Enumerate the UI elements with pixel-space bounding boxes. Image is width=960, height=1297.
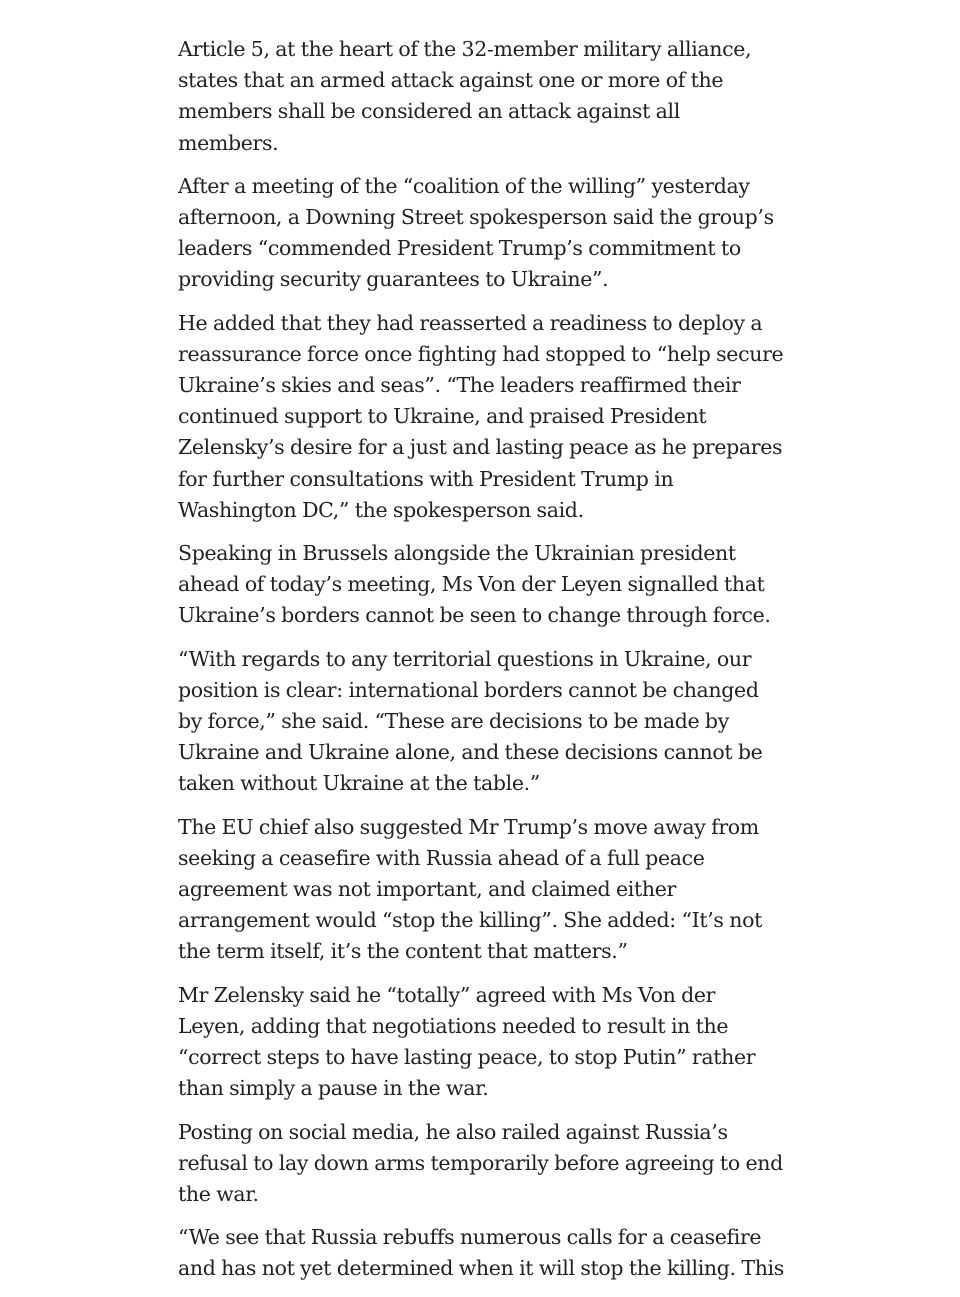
article-paragraph: “With regards to any territorial questions in Ukraine, our position is clear: international borders cannot be changed by force,” she said. “These are decisions to be made by Ukraine and Ukraine alone, and these decisions cannot be taken without Ukraine at the table.” (178, 646, 763, 796)
article-body (178, 34, 784, 1280)
article-paragraph: Article 5, at the heart of the 32-member military alliance, states that an armed attack against one or more of the members shall be considered an attack against all members. (178, 37, 752, 155)
article-paragraph: He added that they had reasserted a readiness to deploy a reassurance force once fighting had stopped to “help secure Ukraine’s skies and seas”. “The leaders reaffirmed their continued support to Ukraine, and praised President Zelensky’s desire for a just and lasting peace as he prepares for further consultations with President Trump in Washington DC,” the spokesperson said. (178, 310, 784, 522)
article-paragraph: The EU chief also suggested Mr Trump’s move away from seeking a ceasefire with Russia ahead of a full peace agreement was not important, and claimed either arrangement would “stop the killing”. She added: “It’s not the term itself, it’s the content that matters.” (178, 814, 763, 964)
article-paragraph: After a meeting of the “coalition of the willing” yesterday afternoon, a Downing Street spokesperson said the group’s leaders “commended President Trump’s commitment to providing security guarantees to Ukraine”. (178, 173, 774, 292)
article-paragraph: Speaking in Brussels alongside the Ukrainian president ahead of today’s meeting, Ms Von der Leyen signalled that Ukraine’s borders cannot be seen to change through force. (178, 541, 771, 628)
article-paragraph: Posting on social media, he also railed against Russia’s refusal to lay down arms temporarily before agreeing to end the war. (178, 1119, 783, 1206)
article-paragraph: Mr Zelensky said he “totally” agreed with Ms Von der Leyen, adding that negotiations needed to result in the “correct steps to have lasting peace, to stop Putin” rather than simply a pause in the war. (178, 982, 756, 1101)
article-paragraph: “We see that Russia rebuffs numerous calls for a ceasefire and has not yet determined when it will stop the killing. This (178, 1225, 784, 1281)
